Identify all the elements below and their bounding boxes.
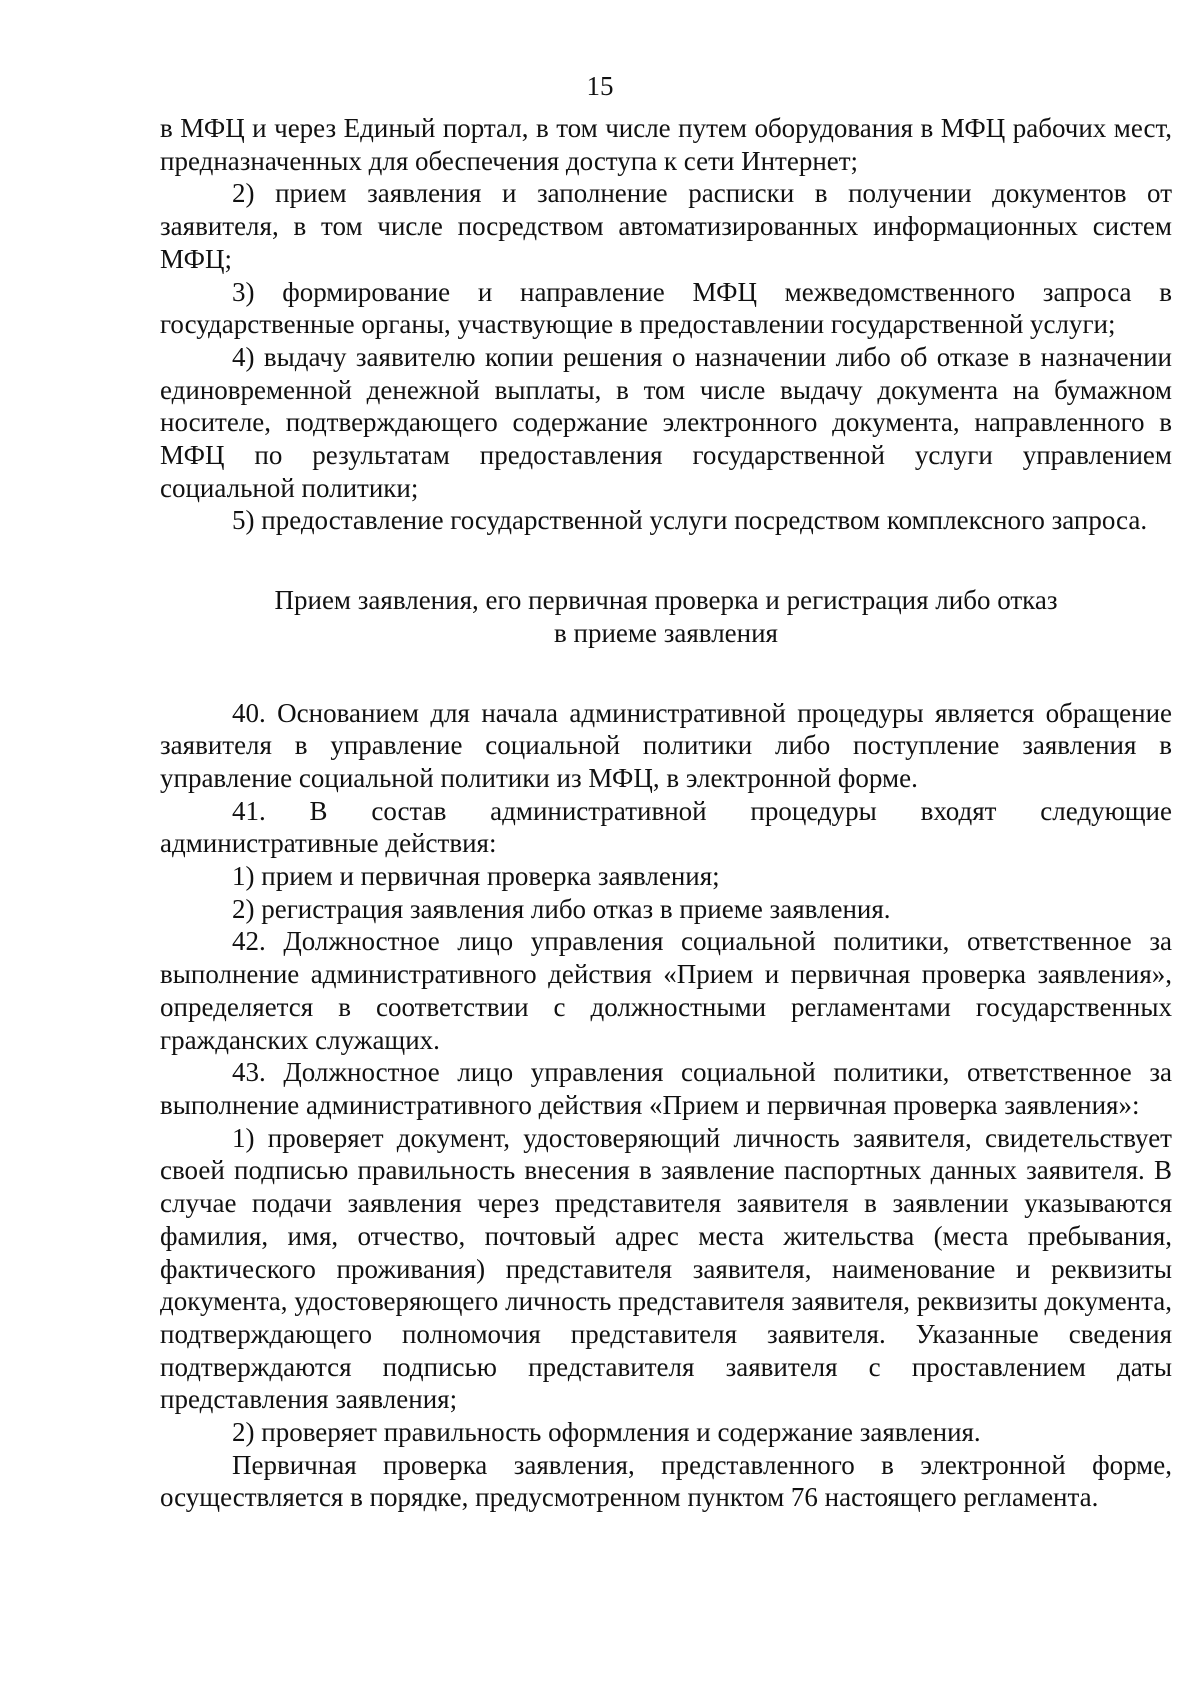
list-item-5: 5) предоставление государственной услуги посредством комплексного запроса. [232, 505, 1148, 536]
section-heading-line-2: в приеме заявления [554, 617, 778, 648]
clause-43: 43. Должностное лицо управления социальной политики, ответственное за выполнение административного действия «Прием и первичная проверка заявления»: [160, 1057, 1172, 1120]
paragraph-continuation: в МФЦ и через Единый портал, в том числе путем оборудования в МФЦ рабочих мест, предназначенных для обеспечения доступа к сети Интернет; [160, 113, 1172, 176]
clause-40: 40. Основанием для начала административной процедуры является обращение заявителя в управление социальной политики либо поступление заявления в управление социальной политики из МФЦ, в электронной форме. [160, 697, 1172, 793]
clause-41-item-2: 2) регистрация заявления либо отказ в приеме заявления. [232, 893, 891, 924]
clause-41: 41. В состав административной процедуры входят следующие административные действия: [160, 795, 1172, 859]
clause-43-item-1: 1) проверяет документ, удостоверяющий личность заявителя, свидетельствует своей подписью правильность внесения в заявление паспортных данных заявителя. В случае подачи заявления через представителя заявителя в заявлении указываются фамилия, имя, отчество, почтовый адрес места жительства (места пребывания, фактического проживания) представителя заявителя, наименование и реквизиты документа, удостоверяющего личность представителя заявителя, реквизиты документа, подтверждающего полномочия представителя заявителя. Указанные сведения подтверждаются подписью представителя заявителя с проставлением даты представления заявления; [160, 1122, 1172, 1415]
section-heading [160, 584, 1172, 649]
list-item-2: 2) прием заявления и заполнение расписки в получении документов от заявителя, в том числе посредством автоматизированных информационных систем МФЦ; [160, 178, 1172, 274]
list-item-3: 3) формирование и направление МФЦ межведомственного запроса в государственные органы, участвующие в предоставлении государственной услуги; [160, 276, 1172, 340]
document-body [160, 112, 1172, 1514]
list-item-4: 4) выдачу заявителю копии решения о назначении либо об отказе в назначении единовременной денежной выплаты, в том числе выдачу документа на бумажном носителе, подтверждающего содержание электронного документа, направленного в МФЦ по результатам предоставления государственной услуги управлением социальной политики; [160, 341, 1172, 503]
clause-41-item-1: 1) прием и первичная проверка заявления; [232, 861, 720, 892]
clause-42: 42. Должностное лицо управления социальной политики, ответственное за выполнение административного действия «Прием и первичная проверка заявления», определяется в соответствии с должностными регламентами государственных гражданских служащих. [160, 926, 1172, 1055]
section-heading-line-1: Прием заявления, его первичная проверка и регистрация либо отказ [274, 585, 1058, 616]
clause-43-item-2: 2) проверяет правильность оформления и содержание заявления. [232, 1417, 981, 1448]
closing-paragraph: Первичная проверка заявления, представленного в электронной форме, осуществляется в порядке, предусмотренном пунктом 76 настоящего регламента. [160, 1449, 1172, 1513]
page-number: 15 [586, 71, 614, 101]
